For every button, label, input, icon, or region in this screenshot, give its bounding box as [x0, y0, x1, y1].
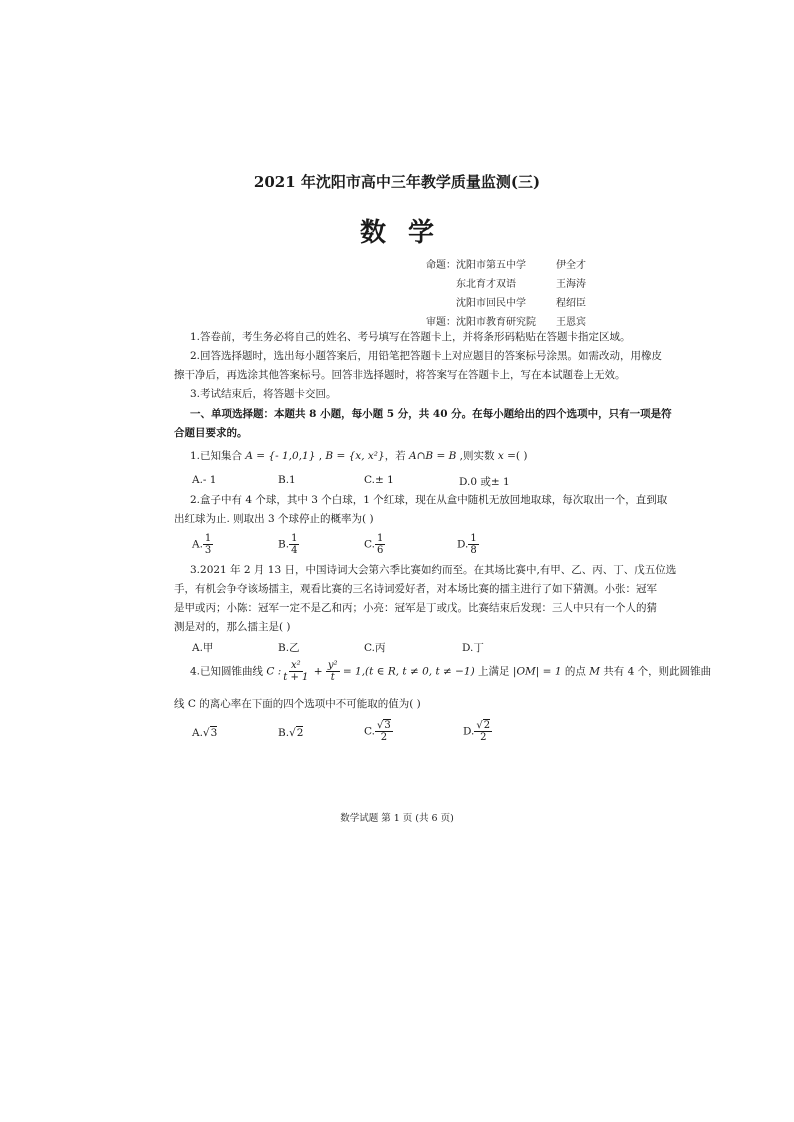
numerator: 1 — [470, 533, 477, 544]
instruction-line: 3.考试结束后，将答题卡交回。 — [190, 388, 337, 400]
fraction — [281, 660, 310, 683]
q2-option-b — [278, 533, 299, 556]
q4-option-a — [192, 727, 217, 739]
denominator: 3 — [204, 545, 212, 556]
question-4-stem — [190, 660, 711, 683]
credit-name: 王海涛 — [556, 279, 586, 290]
q4-text: 共有 4 个，则此圆锥曲 — [599, 665, 712, 678]
question-4-stem-cont: 线 C 的离心率在下面的四个选项中不可能取的值为( ) — [174, 698, 421, 710]
fraction — [326, 660, 340, 683]
option-label: A. — [192, 538, 203, 551]
q1-text: ,则实数 — [456, 450, 498, 462]
question-1-stem — [190, 446, 527, 467]
radicand: 2 — [296, 727, 304, 739]
q4-option-b — [278, 727, 303, 739]
option-label: C. — [364, 725, 375, 738]
option-label: D. — [457, 538, 469, 551]
q3-option-a: A.甲 — [192, 642, 214, 654]
q2-option-a — [192, 533, 213, 556]
q1-text: =( ) — [503, 450, 528, 462]
q2-option-c — [364, 533, 385, 556]
sqrt-symbol: √ — [202, 727, 210, 739]
q3-option-c: C.丙 — [364, 642, 386, 654]
q1-text: ，若 — [384, 450, 410, 462]
q4-option-d — [463, 720, 492, 743]
numerator: 1 — [204, 533, 212, 544]
instruction-line: 2.回答选择题时，选出每小题答案后，用铅笔把答题卡上对应题目的答案标号涂黑。如需改动，用橡皮 — [190, 350, 663, 362]
numerator: y² — [327, 660, 338, 671]
q1-sep: , — [315, 450, 326, 462]
numerator: √3 — [377, 720, 391, 731]
credit-name: 程绍臣 — [556, 298, 586, 309]
radicand: 2 — [483, 720, 491, 731]
question-3-stem-cont: 手，有机会争夺该场擂主，观看比赛的三名诗词爱好者，对本场比赛的擂主进行了如下猜测。小张：冠军 — [174, 583, 657, 595]
sqrt-symbol: √ — [289, 727, 296, 739]
q4-condition: = 1,(t ∈ R, t ≠ 0, t ≠ −1) — [339, 665, 475, 678]
option-label: B. — [278, 727, 290, 739]
q1-set-b: B = {x, x²} — [325, 450, 385, 462]
credit-role: 命题： — [426, 260, 456, 271]
question-3-stem: 3.2021 年 2 月 13 日，中国诗词大会第六季比赛如约而至。在其场比赛中,有甲、乙、丙、丁、戊五位选 — [190, 564, 677, 576]
fraction — [289, 533, 299, 556]
instruction-line: 擦干净后，再选涂其他答案标号。回答非选择题时，将答案写在答题卡上，写在本试题卷上无效。 — [174, 369, 626, 381]
q1-var: x — [497, 450, 504, 462]
numerator: 1 — [291, 533, 298, 544]
option-label: D. — [463, 725, 475, 738]
denominator: 2 — [380, 732, 388, 743]
fraction — [474, 720, 492, 743]
question-2-stem: 2.盒子中有 4 个球，其中 3 个白球，1 个红球，现在从盒中随机无放回地取球，每次取出一个，直到取 — [190, 494, 668, 506]
denominator: 2 — [480, 732, 487, 743]
credit-org: 沈阳市第五中学 — [456, 260, 526, 271]
q3-option-d: D.丁 — [462, 642, 484, 654]
denominator: t — [330, 672, 335, 683]
page-footer: 数学试题 第 1 页 (共 6 页) — [340, 813, 454, 824]
question-3-stem-cont: 是甲或丙；小陈：冠军一定不是乙和丙；小亮：冠军是丁或戊。比赛结束后发现：三人中只有一个人的猜 — [174, 602, 657, 614]
fraction — [203, 533, 213, 556]
option-label: B. — [278, 538, 290, 551]
numerator: 1 — [377, 533, 384, 544]
option-label: A. — [192, 727, 203, 739]
credit-role: 审题： — [426, 317, 456, 328]
credit-org: 沈阳市教育研究院 — [456, 317, 536, 328]
credit-name: 伊全才 — [556, 260, 586, 271]
numerator: √2 — [476, 720, 491, 731]
denominator: 6 — [377, 545, 384, 556]
section-heading: 一、单项选择题：本题共 8 小题，每小题 5 分，共 40 分。在每小题给出的四个选项中，只有一项是符 — [190, 408, 672, 420]
fraction — [375, 533, 385, 556]
fraction — [375, 720, 393, 743]
credit-org: 沈阳市回民中学 — [456, 298, 526, 309]
q1-option-d: D.0 或± 1 — [459, 476, 510, 488]
subject-heading: 数学 — [359, 218, 456, 248]
q1-text: 1.已知集合 — [190, 450, 246, 462]
denominator: 8 — [470, 545, 477, 556]
denominator: t + 1 — [283, 672, 309, 683]
fraction — [468, 533, 478, 556]
q1-option-b: B.1 — [278, 474, 296, 486]
q4-option-c — [364, 720, 393, 743]
q4-text: 的点 — [561, 665, 590, 678]
q4-om: |OM| = 1 — [512, 665, 562, 678]
q1-condition: A∩B = B — [409, 450, 457, 462]
section-heading-cont: 合题目要求的。 — [174, 427, 248, 439]
q4-text: 上满足 — [474, 665, 513, 678]
radicand: 3 — [210, 727, 218, 739]
q1-option-a: A.- 1 — [192, 474, 217, 486]
credit-name: 王恩宾 — [556, 317, 586, 328]
q2-option-d — [457, 533, 479, 556]
q1-option-c: C.± 1 — [364, 474, 394, 486]
option-label: C. — [364, 538, 375, 551]
numerator: x² — [291, 660, 301, 671]
q1-set-a: A = {- 1,0,1} — [245, 450, 316, 462]
q3-option-b: B.乙 — [278, 642, 300, 654]
q4-text: 4.已知圆锥曲线 — [190, 665, 267, 678]
question-2-stem-cont: 出红球为止. 则取出 3 个球停止的概率为( ) — [174, 513, 374, 525]
q4-curve: C : — [266, 665, 282, 678]
radicand: 3 — [384, 720, 391, 731]
credit-org: 东北育才双语 — [456, 279, 516, 290]
q4-plus: + — [310, 665, 326, 678]
exam-title: 2021 年沈阳市高中三年教学质量监测(三) — [253, 173, 541, 191]
question-3-stem-cont: 测是对的，那么擂主是( ) — [174, 621, 291, 633]
instruction-line: 1.答卷前，考生务必将自己的姓名、考号填写在答题卡上，并将条形码粘贴在答题卡指定区域。 — [190, 331, 631, 343]
denominator: 4 — [291, 545, 298, 556]
q4-point: M — [589, 665, 600, 678]
